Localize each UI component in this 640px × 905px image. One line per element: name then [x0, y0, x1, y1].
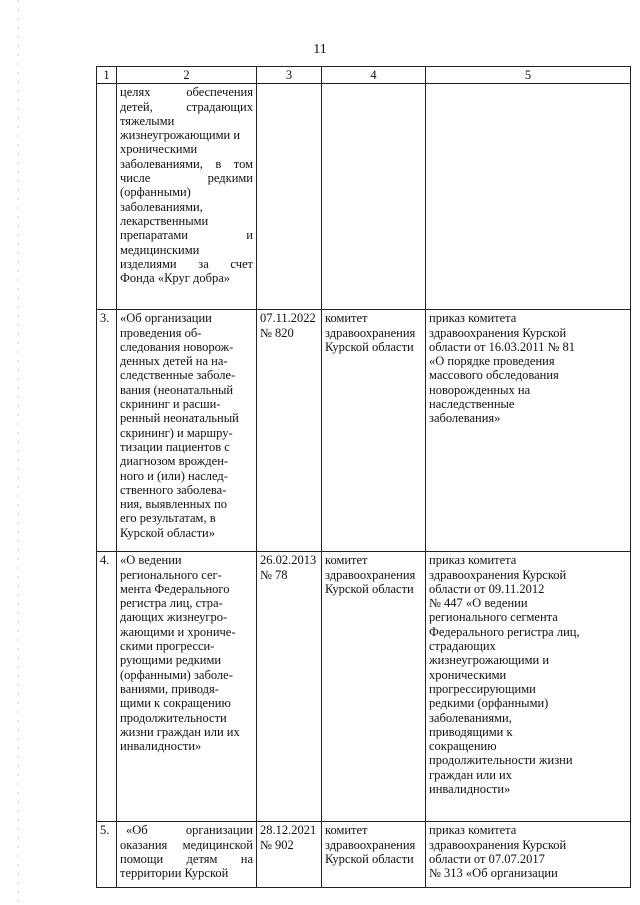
text-line: области от 16.03.2011 № 81: [429, 339, 576, 354]
text-line: проведения об-: [120, 325, 202, 340]
table-row: [97, 310, 631, 552]
row-number: 4.: [97, 552, 117, 822]
table-header-row: [97, 67, 631, 84]
text-line: 28.12.2021: [260, 823, 317, 838]
text-line: жизни граждан или их: [120, 724, 240, 739]
cell-basis-document: [426, 552, 631, 822]
text-line: рующими редкими: [120, 653, 222, 668]
text-line: граждан или их: [429, 767, 512, 782]
text-line: редкими (орфанными): [429, 696, 549, 711]
cell-date-number: [257, 84, 322, 310]
cell-document-title: [117, 822, 257, 888]
cell-basis-document: [426, 310, 631, 552]
row-number: 3.: [97, 310, 117, 552]
text-line: продолжительности жизни: [429, 753, 573, 768]
text-line: щими к сокращению: [120, 696, 231, 711]
text-line: приказ комитета: [429, 553, 517, 568]
text-line: (орфанными): [120, 185, 191, 200]
text-line: медицинскими: [120, 242, 200, 257]
text-line: массового обследования: [429, 368, 559, 383]
text-line: Курской области: [325, 581, 414, 596]
text-line: приводящими к: [429, 724, 513, 739]
text-line: Федерального регистра лиц,: [429, 624, 580, 639]
text-line: здравоохранения Курской: [429, 325, 567, 340]
text-line: его результатам, в: [120, 511, 216, 526]
text-line: лекарственными: [120, 213, 209, 228]
text-line: инвалидности»: [429, 782, 511, 797]
text-line: страдающих: [429, 639, 496, 654]
text-line: целях обеспечения: [120, 85, 253, 100]
text-line: наследственные: [429, 397, 515, 412]
cell-date-number: [257, 310, 322, 552]
text-line: комитет: [325, 823, 368, 838]
text-line: изделиями за счет: [120, 256, 253, 271]
text-line: регистра лиц, стра-: [120, 596, 223, 611]
text-line: «Об организации: [126, 823, 253, 838]
text-line: области от 07.07.2017: [429, 851, 545, 866]
cell-document-title: [117, 310, 257, 552]
text-line: «Об организации: [120, 311, 212, 326]
text-line: скрининг и расши-: [120, 397, 221, 412]
text-line: заболеваниями, в том: [120, 156, 253, 171]
text-line: № 902: [260, 837, 294, 852]
text-line: следования новорож-: [120, 339, 234, 354]
text-line: «О ведении: [120, 553, 182, 568]
text-line: скрининг) и маршру-: [120, 425, 233, 440]
text-line: тяжелыми: [120, 113, 175, 128]
text-line: жизнеугрожающими и: [429, 653, 550, 668]
cell-document-title: [117, 84, 257, 310]
text-line: продолжительности: [120, 710, 227, 725]
text-line: здравоохранения Курской: [429, 837, 567, 852]
text-line: жающими и хрониче-: [120, 624, 236, 639]
header-col-5: 5: [426, 67, 631, 84]
text-line: оказания медицинской: [120, 837, 253, 852]
text-line: скими прогресси-: [120, 639, 215, 654]
text-line: заболеваниями,: [120, 199, 203, 214]
text-line: заболевания»: [429, 411, 501, 426]
text-line: мента Федерального: [120, 581, 230, 596]
text-line: тизации пациентов с: [120, 439, 230, 454]
text-line: регионального сег-: [120, 567, 222, 582]
text-line: ственного заболева-: [120, 482, 227, 497]
cell-date-number: [257, 552, 322, 822]
page-number: 11: [313, 42, 327, 57]
cell-authority: [322, 552, 426, 822]
text-line: Фонда «Круг добра»: [120, 271, 231, 286]
header-col-1: 1: [97, 67, 117, 84]
text-line: приказ комитета: [429, 311, 517, 326]
text-line: Курской области: [325, 339, 414, 354]
text-line: ния, выявленных по: [120, 497, 228, 512]
text-line: «О порядке проведения: [429, 354, 555, 369]
text-line: № 78: [260, 567, 288, 582]
text-line: комитет: [325, 553, 368, 568]
text-line: 07.11.2022: [260, 311, 316, 326]
cell-document-title: [117, 552, 257, 822]
text-line: регионального сегмента: [429, 610, 558, 625]
cell-date-number: [257, 822, 322, 888]
text-line: хроническими: [120, 142, 198, 157]
text-line: дающих жизнеугро-: [120, 610, 228, 625]
text-line: следственные заболе-: [120, 368, 236, 383]
text-line: № 313 «Об организации: [429, 866, 558, 881]
text-line: (орфанными) заболе-: [120, 667, 233, 682]
text-line: прогрессирующими: [429, 681, 536, 696]
text-line: ваниями, приводя-: [120, 681, 219, 696]
text-line: препаратами и: [120, 228, 253, 243]
header-col-3: 3: [257, 67, 322, 84]
text-line: детей, страдающих: [120, 99, 253, 114]
text-line: инвалидности»: [120, 739, 202, 754]
text-line: числе редкими: [120, 171, 253, 186]
text-line: приказ комитета: [429, 823, 517, 838]
text-line: сокращению: [429, 739, 497, 754]
text-line: здравоохранения: [325, 837, 416, 852]
table-row: [97, 552, 631, 822]
table-row: [97, 822, 631, 888]
text-line: 26.02.2013: [260, 553, 317, 568]
cell-basis-document: [426, 84, 631, 310]
text-line: здравоохранения Курской: [429, 567, 567, 582]
text-line: новорожденных на: [429, 382, 531, 397]
text-line: ного и (или) наслед-: [120, 468, 228, 483]
table-body: [97, 84, 631, 888]
cell-basis-document: [426, 822, 631, 888]
text-line: заболеваниями,: [429, 710, 512, 725]
text-line: денных детей на на-: [120, 354, 228, 369]
text-line: вания (неонатальный: [120, 382, 234, 397]
header-col-4: 4: [322, 67, 426, 84]
text-line: ренный неонатальный: [120, 411, 239, 426]
text-line: № 820: [260, 325, 294, 340]
cell-authority: [322, 310, 426, 552]
cell-authority: [322, 822, 426, 888]
text-line: Курской области»: [120, 525, 215, 540]
text-line: территории Курской: [120, 866, 229, 881]
row-number: [97, 84, 117, 310]
table-row: [97, 84, 631, 310]
text-line: Курской области: [325, 851, 414, 866]
text-line: области от 09.11.2012: [429, 581, 545, 596]
scan-edge-mark: [18, 0, 19, 905]
text-line: здравоохранения: [325, 567, 416, 582]
header-col-2: 2: [117, 67, 257, 84]
text-line: здравоохранения: [325, 325, 416, 340]
cell-authority: [322, 84, 426, 310]
text-line: диагнозом врожден-: [120, 454, 229, 469]
document-table: [96, 66, 631, 888]
text-line: хроническими: [429, 667, 507, 682]
text-line: помощи детям на: [120, 851, 253, 866]
row-number: 5.: [97, 822, 117, 888]
text-line: жизнеугрожающими и: [120, 128, 241, 143]
text-line: № 447 «О ведении: [429, 596, 528, 611]
text-line: комитет: [325, 311, 368, 326]
